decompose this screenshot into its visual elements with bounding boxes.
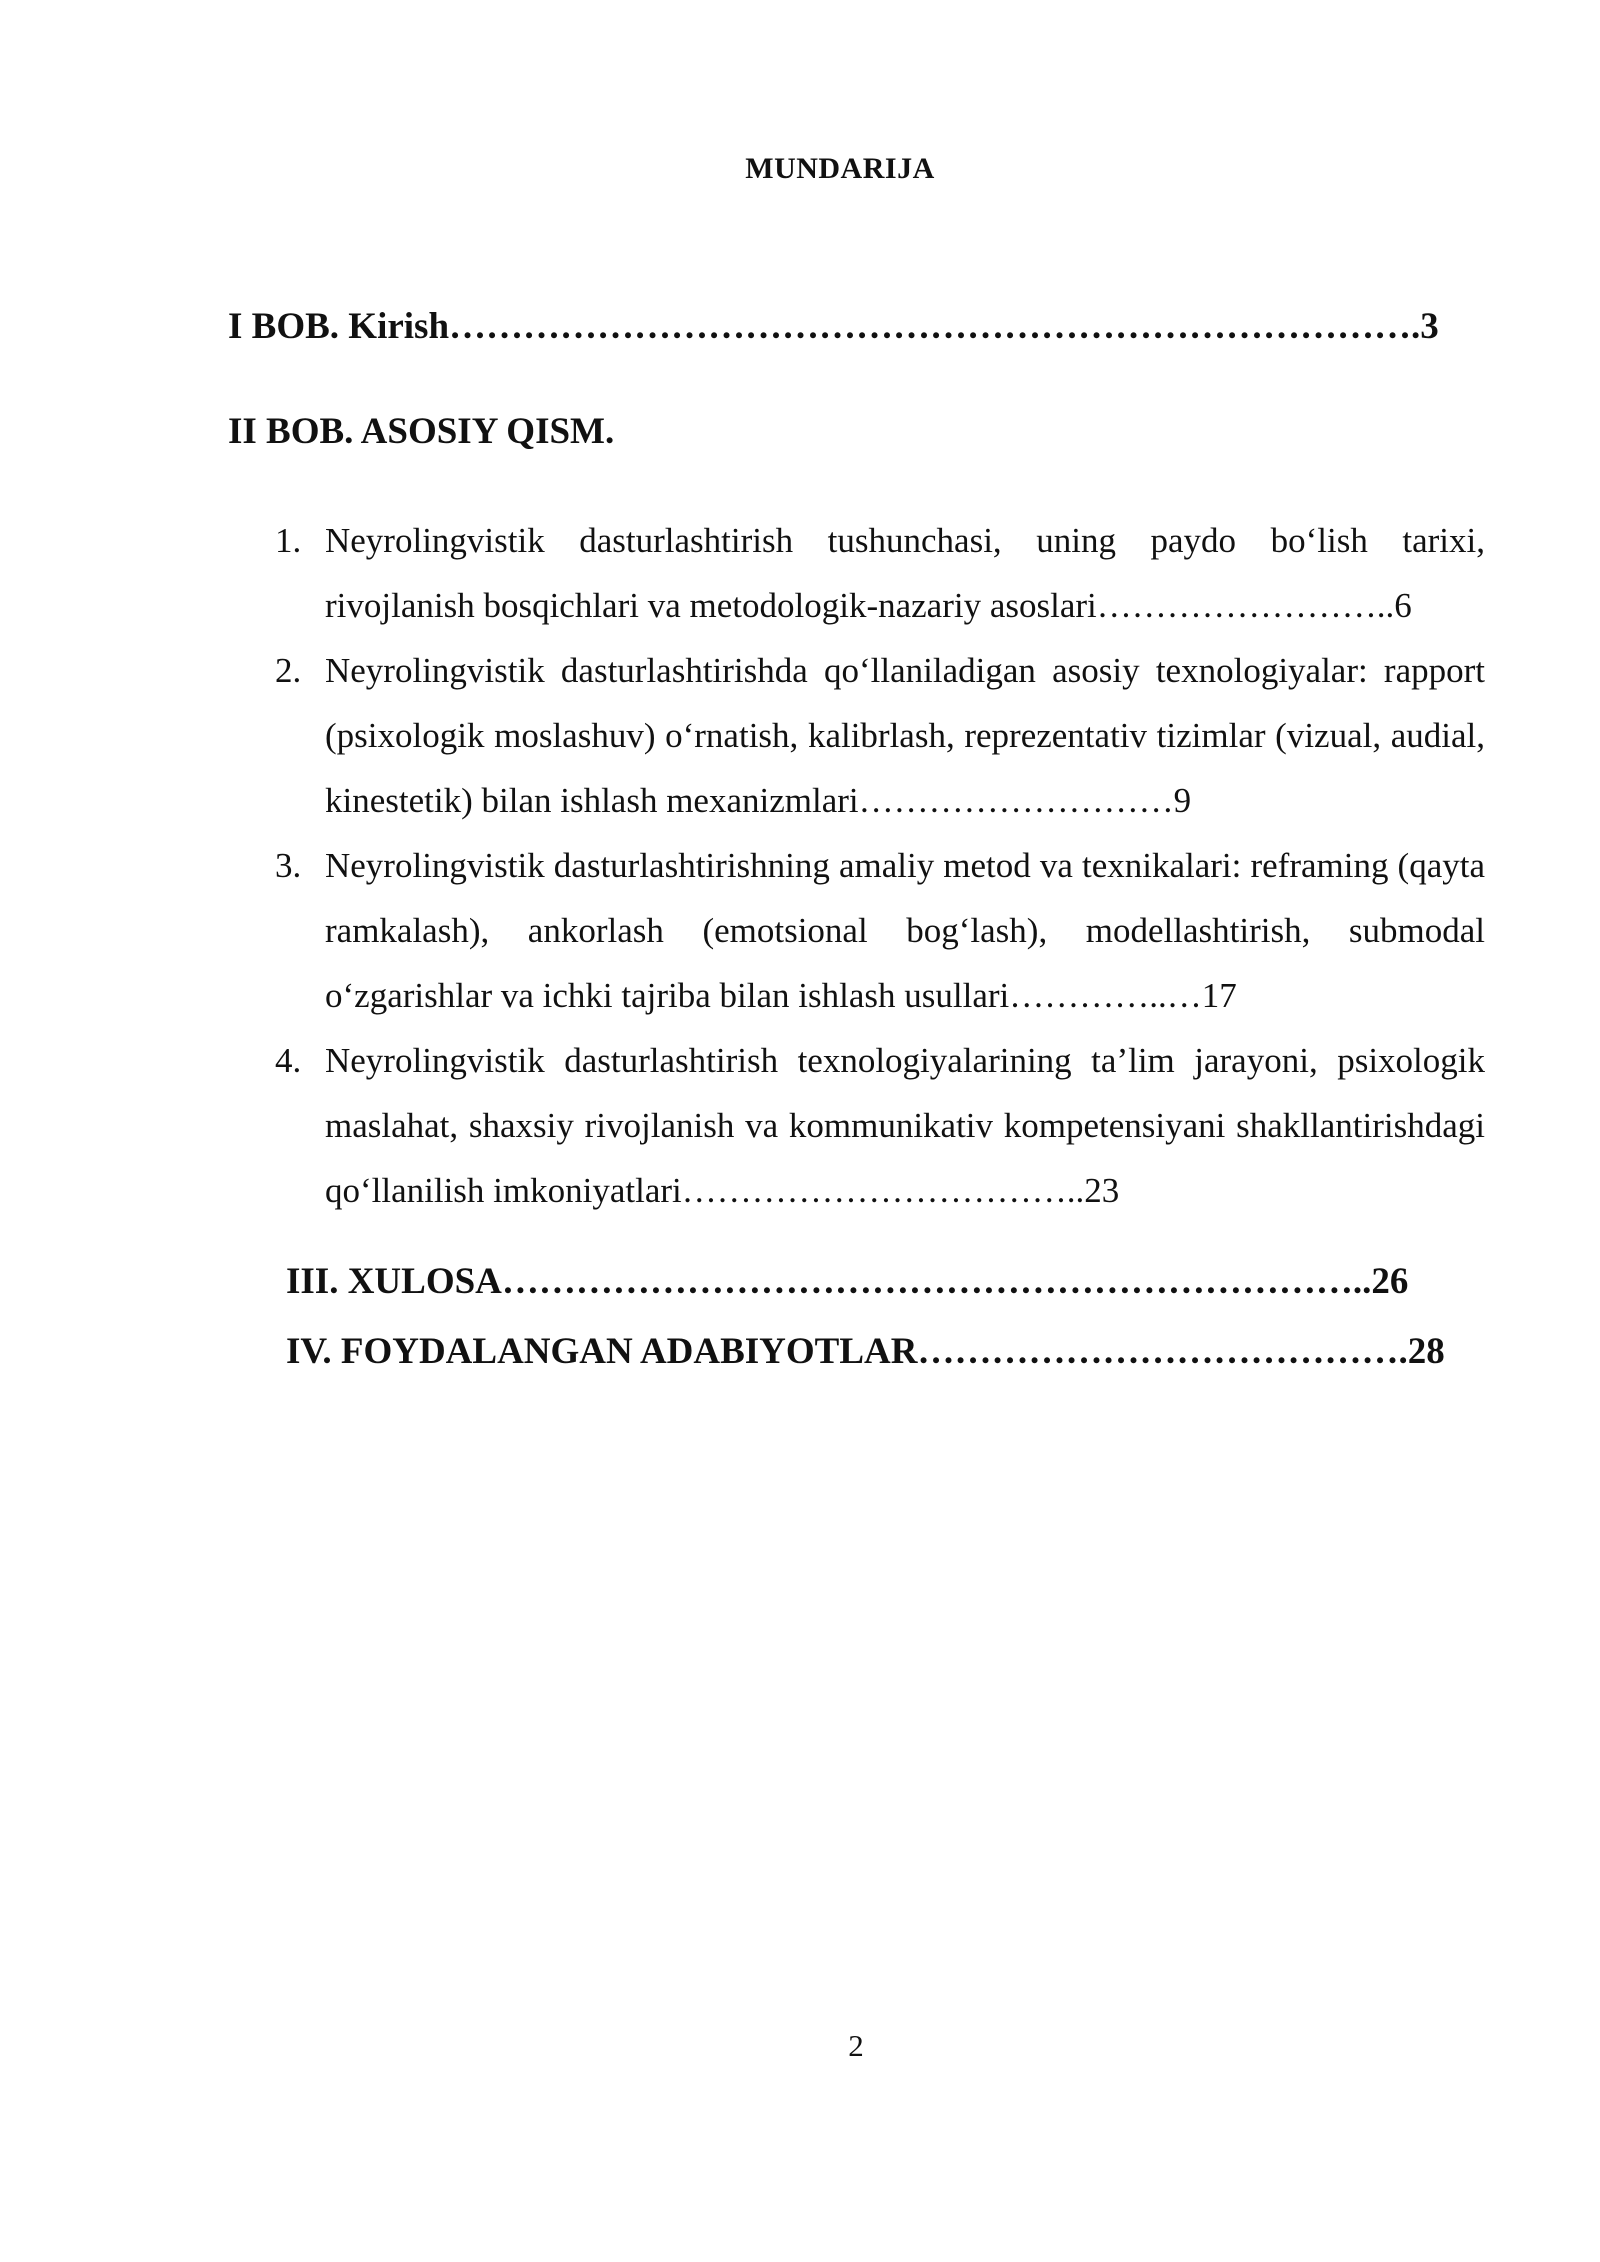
toc-entry-intro: I BOB. Kirish…………………………………………………………………….3 (228, 306, 1439, 347)
toc-subitem-text: Neyrolingvistik dasturlashtirishda qo‘llaniladigan asosiy texnologiyalar: rapport (psixologik moslashuv) o‘rnatish, kalibrlash, reprezentativ tizimlar (vizual, audial, kinestetik) bilan ishlash mexanizmlari………………………9 (325, 651, 1485, 820)
toc-subitem-number: 1. (275, 521, 302, 560)
toc-subitem-text: Neyrolingvistik dasturlashtirish tushunchasi, uning paydo bo‘lish tarixi, rivojlanish bosqichlari va metodologik-nazariy asoslari……………………..6 (325, 521, 1485, 625)
page-number: 2 (848, 2028, 864, 2063)
toc-subitem-text: Neyrolingvistik dasturlashtirish texnologiyalarining ta’lim jarayoni, psixologik maslahat, shaxsiy rivojlanish va kommunikativ kompetensiyani shakllantirishdagi qo‘llanilish imkoniyatlari……………………………..23 (325, 1041, 1485, 1210)
toc-entry-references: IV. FOYDALANGAN ADABIYOTLAR………………………………….28 (286, 1331, 1445, 1372)
toc-subitem (275, 1028, 1485, 1223)
toc-sublist (275, 508, 1485, 1223)
toc-entry-conclusion: III. XULOSA……………………………………………………………..26 (286, 1261, 1409, 1302)
toc-subitem-text: Neyrolingvistik dasturlashtirishning amaliy metod va texnikalari: reframing (qayta ramkalash), ankorlash (emotsional bog‘lash), modellashtirish, submodal o‘zgarishlar va ichki tajriba bilan ishlash usullari…………..…17 (325, 846, 1485, 1015)
toc-subitem (275, 638, 1485, 833)
toc-subitem-number: 3. (275, 846, 302, 885)
page-title: MUNDARIJA (745, 152, 935, 185)
toc-subitem (275, 833, 1485, 1028)
toc-subitem (275, 508, 1485, 638)
toc-subitem-number: 4. (275, 1041, 302, 1080)
toc-subitem-number: 2. (275, 651, 302, 690)
toc-entry-main-part: II BOB. ASOSIY QISM. (228, 411, 615, 452)
